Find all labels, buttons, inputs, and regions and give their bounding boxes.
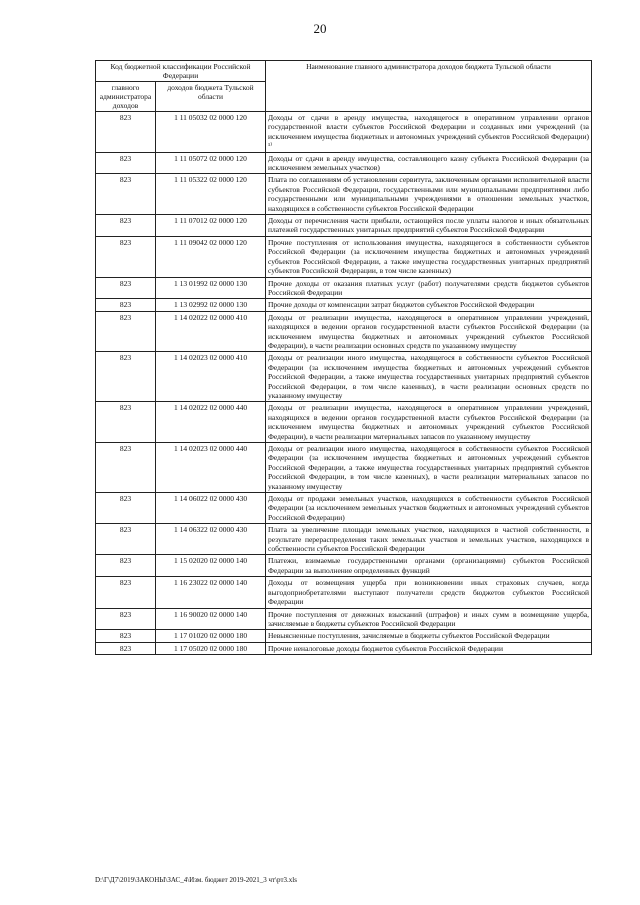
revenue-codes-table	[95, 60, 592, 655]
admin-code-cell: 823	[96, 174, 156, 215]
table-body	[96, 112, 592, 655]
income-code-cell: 1 11 05322 02 0000 120	[156, 174, 266, 215]
admin-code-cell: 823	[96, 577, 156, 608]
table-row	[96, 493, 592, 524]
file-path-footer: D:\Г\Д7\2019\ЗАКОНЫ\ЗАС_4\Изм. бюджет 2019-2021_3 чт\рт3.xls	[95, 876, 297, 884]
income-code-cell: 1 16 23022 02 0000 140	[156, 577, 266, 608]
description-cell: Доходы от реализации имущества, находящегося в оперативном управлении учреждений, находящихся в ведении органов государственной власти субъектов Российской Федерации (за исключением имущества бюджетных и автономных учреждений субъектов Российской Федерации), в части реализации основных средств по указанному имуществу	[266, 311, 592, 352]
header-administrator-name: Наименование главного администратора доходов бюджета Тульской области	[266, 61, 592, 112]
header-admin-code: главного администратора доходов	[96, 82, 156, 112]
admin-code-cell: 823	[96, 352, 156, 402]
table-row	[96, 174, 592, 215]
table-row	[96, 443, 592, 493]
description-cell: Доходы от реализации имущества, находящегося в оперативном управлении учреждений, находящихся в ведении органов государственной власти субъектов Российской Федерации (за исключением имущества бюджетных и автономных учреждений субъектов Российской Федерации), в части реализации материальных запасов по указанному имуществу	[266, 402, 592, 443]
description-cell: Прочие поступления от денежных взысканий (штрафов) и иных сумм в возмещение ущерба, зачисляемые в бюджеты субъектов Российской Федерации	[266, 608, 592, 630]
description-cell: Прочие доходы от компенсации затрат бюджетов субъектов Российской Федерации	[266, 299, 592, 311]
admin-code-cell: 823	[96, 443, 156, 493]
table-row	[96, 152, 592, 174]
income-code-cell: 1 14 02023 02 0000 440	[156, 443, 266, 493]
header-classification-code: Код бюджетной классификации Российской Федерации	[96, 61, 266, 82]
admin-code-cell: 823	[96, 524, 156, 555]
income-code-cell: 1 13 01992 02 0000 130	[156, 277, 266, 299]
table-row	[96, 277, 592, 299]
income-code-cell: 1 14 02022 02 0000 440	[156, 402, 266, 443]
table-row	[96, 112, 592, 153]
admin-code-cell: 823	[96, 112, 156, 153]
table-row	[96, 642, 592, 654]
income-code-cell: 1 17 05020 02 0000 180	[156, 642, 266, 654]
income-code-cell: 1 13 02992 02 0000 130	[156, 299, 266, 311]
description-cell: Прочие неналоговые доходы бюджетов субъектов Российской Федерации	[266, 642, 592, 654]
income-code-cell: 1 11 05072 02 0000 120	[156, 152, 266, 174]
table-row	[96, 577, 592, 608]
admin-code-cell: 823	[96, 608, 156, 630]
table-row	[96, 630, 592, 642]
admin-code-cell: 823	[96, 311, 156, 352]
admin-code-cell: 823	[96, 299, 156, 311]
admin-code-cell: 823	[96, 277, 156, 299]
income-code-cell: 1 14 06322 02 0000 430	[156, 524, 266, 555]
table-row	[96, 215, 592, 237]
description-cell: Доходы от перечисления части прибыли, остающейся после уплаты налогов и иных обязательных платежей государственных унитарных предприятий субъектов Российской Федерации	[266, 215, 592, 237]
table-row	[96, 402, 592, 443]
admin-code-cell: 823	[96, 236, 156, 277]
income-code-cell: 1 11 09042 02 0000 120	[156, 236, 266, 277]
admin-code-cell: 823	[96, 493, 156, 524]
income-code-cell: 1 14 06022 02 0000 430	[156, 493, 266, 524]
description-cell: Доходы от сдачи в аренду имущества, находящегося в оперативном управлении органов государственной власти субъектов Российской Федерации и созданных ими учреждений (за исключением имущества бюджетных и автономных учреждений субъектов Российской Федерации) ¹⁾	[266, 112, 592, 153]
description-cell: Доходы от реализации иного имущества, находящегося в собственности субъектов Российской Федерации (за исключением имущества бюджетных и автономных учреждений субъектов Российской Федерации, а также имущества государственных унитарных предприятий субъектов Российской Федерации, в том числе казенных), в части реализации материальных запасов по указанному имуществу	[266, 443, 592, 493]
income-code-cell: 1 15 02020 02 0000 140	[156, 555, 266, 577]
admin-code-cell: 823	[96, 555, 156, 577]
description-cell: Невыясненные поступления, зачисляемые в бюджеты субъектов Российской Федерации	[266, 630, 592, 642]
income-code-cell: 1 17 01020 02 0000 180	[156, 630, 266, 642]
description-cell: Прочие доходы от оказания платных услуг (работ) получателями средств бюджетов субъектов Российской Федерации	[266, 277, 592, 299]
description-cell: Плата за увеличение площади земельных участков, находящихся в частной собственности, в результате перераспределения таких земельных участков и земельных участков, находящихся в собственности субъектов Российской Федерации	[266, 524, 592, 555]
description-cell: Прочие поступления от использования имущества, находящегося в собственности субъектов Российской Федерации (за исключением имущества бюджетных и автономных учреждений субъектов Российской Федерации, а также имущества государственных унитарных предприятий субъектов Российской Федерации, в том числе казенных)	[266, 236, 592, 277]
table-row	[96, 608, 592, 630]
description-cell: Плата по соглашениям об установлении сервитута, заключенным органами исполнительной власти субъектов Российской Федерации, государственными или муниципальными предприятиями либо государственными или муниципальными учреждениями в отношении земельных участков, находящихся в собственности субъектов Российской Федерации	[266, 174, 592, 215]
admin-code-cell: 823	[96, 642, 156, 654]
header-income-code: доходов бюджета Тульской области	[156, 82, 266, 112]
admin-code-cell: 823	[96, 215, 156, 237]
table-row	[96, 236, 592, 277]
description-cell: Платежи, взимаемые государственными органами (организациями) субъектов Российской Федерации за выполнение определенных функций	[266, 555, 592, 577]
table-row	[96, 352, 592, 402]
description-cell: Доходы от реализации иного имущества, находящегося в собственности субъектов Российской Федерации (за исключением имущества бюджетных и автономных учреждений субъектов Российской Федерации, а также имущества государственных унитарных предприятий субъектов Российской Федерации, в том числе казенных), в части реализации основных средств по указанному имуществу	[266, 352, 592, 402]
income-code-cell: 1 14 02022 02 0000 410	[156, 311, 266, 352]
admin-code-cell: 823	[96, 402, 156, 443]
income-code-cell: 1 11 05032 02 0000 120	[156, 112, 266, 153]
table-header-row	[96, 61, 592, 82]
table-row	[96, 524, 592, 555]
income-code-cell: 1 14 02023 02 0000 410	[156, 352, 266, 402]
table-row	[96, 311, 592, 352]
admin-code-cell: 823	[96, 630, 156, 642]
description-cell: Доходы от сдачи в аренду имущества, составляющего казну субъекта Российской Федерации (за исключением земельных участков)	[266, 152, 592, 174]
table-row	[96, 555, 592, 577]
description-cell: Доходы от возмещения ущерба при возникновении иных страховых случаев, когда выгодоприобретателями выступают получатели средств бюджетов субъектов Российской Федерации	[266, 577, 592, 608]
table-row	[96, 299, 592, 311]
description-cell: Доходы от продажи земельных участков, находящихся в собственности субъектов Российской Федерации (за исключением земельных участков бюджетных и автономных учреждений субъектов Российской Федерации)	[266, 493, 592, 524]
income-code-cell: 1 16 90020 02 0000 140	[156, 608, 266, 630]
page-number: 20	[313, 21, 327, 36]
income-code-cell: 1 11 07012 02 0000 120	[156, 215, 266, 237]
admin-code-cell: 823	[96, 152, 156, 174]
